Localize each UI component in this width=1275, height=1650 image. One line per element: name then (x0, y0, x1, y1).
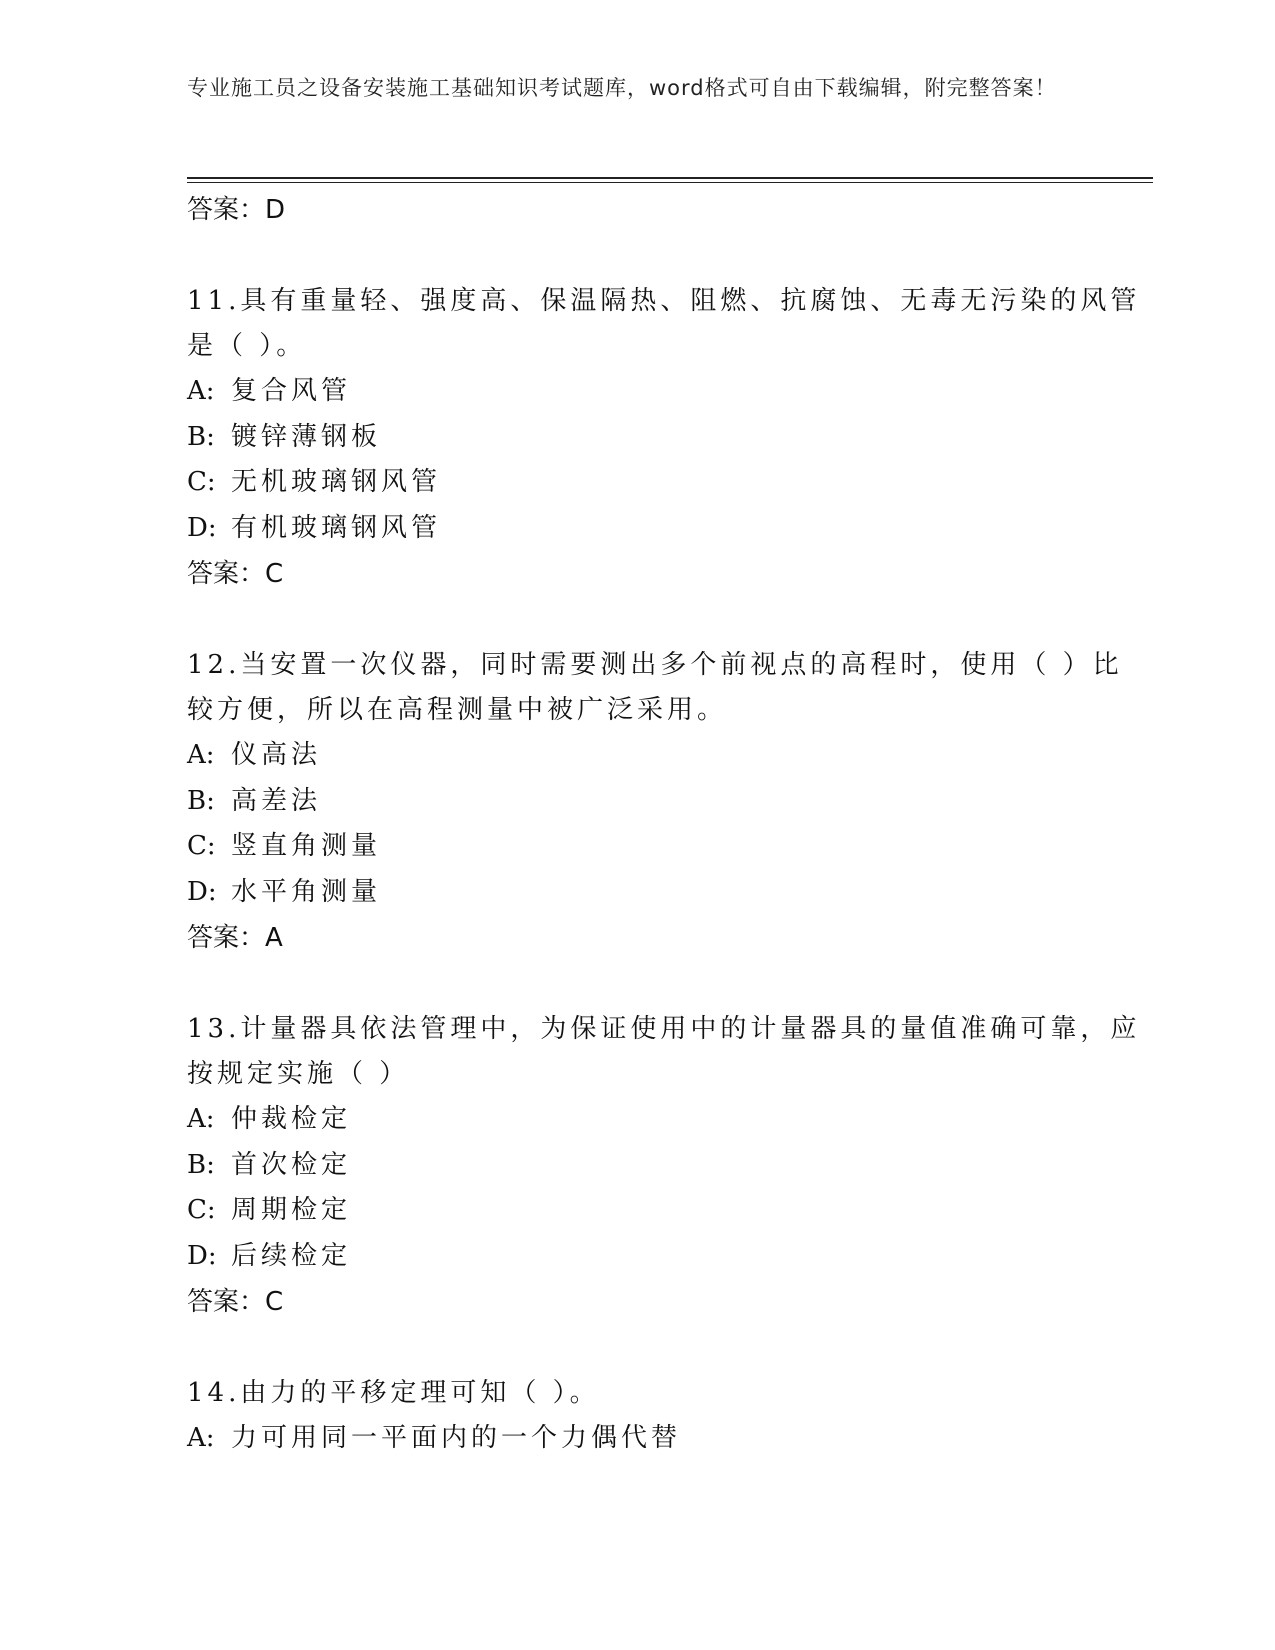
option-text: 周期检定 (231, 1195, 352, 1225)
option-text: 复合风管 (231, 376, 352, 406)
answer-line: 答案：D (187, 195, 286, 225)
option-text: 力可用同一平面内的一个力偶代替 (231, 1423, 682, 1453)
header-title: 专业施工员之设备安装施工基础知识考试题库，word格式可自由下载编辑，附完整答案！ (187, 76, 1057, 100)
option-letter: C: (187, 467, 216, 497)
option-text: 水平角测量 (231, 876, 382, 907)
option-letter: B: (187, 1149, 215, 1180)
option-d (187, 1234, 1147, 1280)
answer-line: 答案：A (187, 923, 283, 953)
question-list (187, 187, 1147, 1508)
option-c (187, 1188, 1147, 1234)
option-c (187, 460, 1147, 506)
option-text: 高差法 (231, 785, 322, 816)
option-text: 仲裁检定 (231, 1104, 352, 1134)
question-11 (187, 279, 1147, 597)
option-b (187, 1143, 1147, 1189)
question-14 (187, 1371, 1147, 1462)
question-text: 14.由力的平移定理可知（ ）。 (187, 1378, 600, 1408)
option-text: 竖直角测量 (231, 831, 382, 861)
question-12 (187, 643, 1147, 961)
option-text: 仪高法 (231, 740, 322, 770)
option-text: 镀锌薄钢板 (231, 421, 382, 452)
option-text: 无机玻璃钢风管 (231, 467, 442, 497)
option-b (187, 779, 1147, 825)
option-letter: D: (187, 876, 217, 907)
option-letter: C: (187, 1195, 216, 1225)
option-text: 首次检定 (231, 1149, 352, 1180)
option-letter: A: (187, 376, 215, 406)
option-letter: A: (187, 1423, 215, 1453)
question-text: 11.具有重量轻、强度高、保温隔热、阻燃、抗腐蚀、无毒无污染的风管是（ ）。 (187, 286, 1141, 361)
option-c (187, 824, 1147, 870)
option-d (187, 870, 1147, 916)
question-text: 13.计量器具依法管理中，为保证使用中的计量器具的量值准确可靠，应按规定实施（ ） (187, 1014, 1141, 1089)
option-a (187, 369, 1147, 415)
answer-line: 答案：C (187, 1287, 284, 1317)
option-d (187, 506, 1147, 552)
header-divider-thin (187, 182, 1153, 183)
option-a (187, 1097, 1147, 1143)
option-letter: C: (187, 831, 216, 861)
answer-line: 答案：C (187, 559, 284, 589)
header-divider-thick (187, 177, 1153, 179)
document-header (187, 72, 1067, 105)
option-text: 有机玻璃钢风管 (231, 512, 442, 543)
option-a (187, 733, 1147, 779)
option-letter: D: (187, 1240, 217, 1271)
question-13 (187, 1007, 1147, 1325)
option-text: 后续检定 (231, 1240, 352, 1271)
option-letter: B: (187, 421, 215, 452)
option-letter: A: (187, 1104, 215, 1134)
question-text: 12.当安置一次仪器，同时需要测出多个前视点的高程时，使用（ ）比较方便，所以在高程测量中被广泛采用。 (187, 650, 1123, 725)
option-a (187, 1416, 1147, 1462)
option-letter: A: (187, 740, 215, 770)
option-letter: D: (187, 512, 217, 543)
option-b (187, 415, 1147, 461)
option-letter: B: (187, 785, 215, 816)
